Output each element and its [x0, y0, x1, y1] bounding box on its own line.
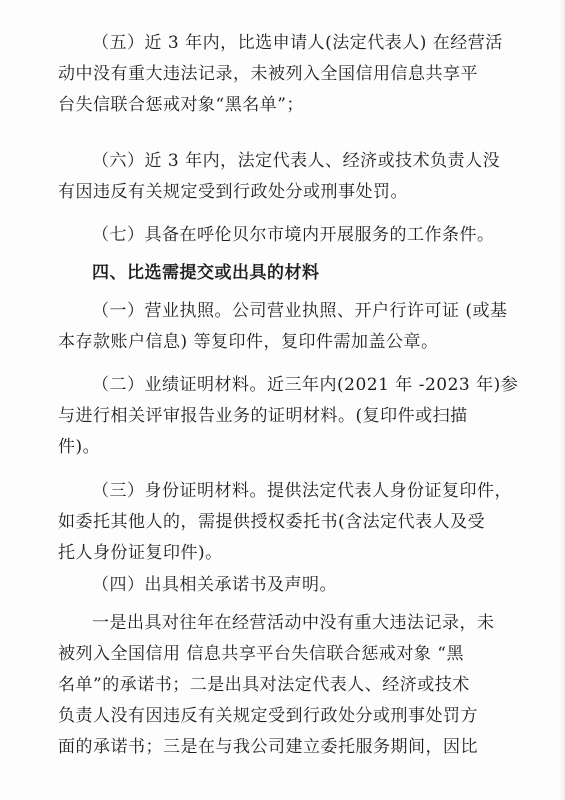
clause-five	[58, 28, 513, 121]
commitment-details	[58, 608, 513, 763]
text-line: 面的承诺书；三是在与我公司建立委托服务期间，因比	[58, 737, 478, 757]
text-line: 被列入全国信用 信息共享平台失信联合惩戒对象 “黑	[58, 644, 464, 664]
text-line: 负责人没有因违反有关规定受到行政处分或刑事处罚方	[58, 706, 478, 726]
text-line: 与进行相关评审报告业务的证明材料。(复印件或扫描	[58, 406, 468, 426]
item-identity-proof	[58, 476, 513, 569]
text-line: 托人身份证复印件)。	[58, 543, 223, 563]
item-commitment	[58, 570, 513, 601]
section-heading	[58, 258, 513, 289]
text-line: 有因违反有关规定受到行政处分或刑事处罚。	[58, 182, 408, 202]
text-line: 本存款账户信息) 等复印件，复印件需加盖公章。	[58, 332, 439, 352]
text-line: （三）身份证明材料。提供法定代表人身份证复印件，	[92, 481, 512, 501]
heading-text: 四、比选需提交或出具的材料	[92, 263, 320, 283]
text-line: 台失信联合惩戒对象“黑名单”；	[58, 95, 304, 115]
text-line: （七）具备在呼伦贝尔市境内开展服务的工作条件。	[92, 225, 495, 245]
text-line: （六）近 3 年内，法定代表人、经济或技术负责人没	[92, 151, 501, 171]
item-performance-proof	[58, 370, 519, 463]
text-line: （五）近 3 年内，比选申请人(法定代表人) 在经营活	[92, 33, 503, 53]
clause-seven	[58, 220, 513, 251]
text-line: （一）营业执照。公司营业执照、开户行许可证 (或基	[92, 301, 508, 321]
text-line: （四）出具相关承诺书及声明。	[92, 575, 337, 595]
item-business-license	[58, 296, 513, 358]
text-line: 动中没有重大违法记录，未被列入全国信用信息共享平	[58, 64, 478, 84]
text-line: （二）业绩证明材料。近三年内(2021 年 -2023 年)参	[92, 375, 519, 395]
text-line: 名单”的承诺书；二是出具对法定代表人、经济或技术	[58, 675, 470, 695]
scan-edge-shadow	[559, 0, 565, 800]
text-line: 如委托其他人的，需提供授权委托书(含法定代表人及受	[58, 512, 486, 532]
text-line: 件)。	[58, 437, 101, 457]
clause-six	[58, 146, 513, 208]
text-line: 一是出具对往年在经营活动中没有重大违法记录，未	[92, 613, 495, 633]
